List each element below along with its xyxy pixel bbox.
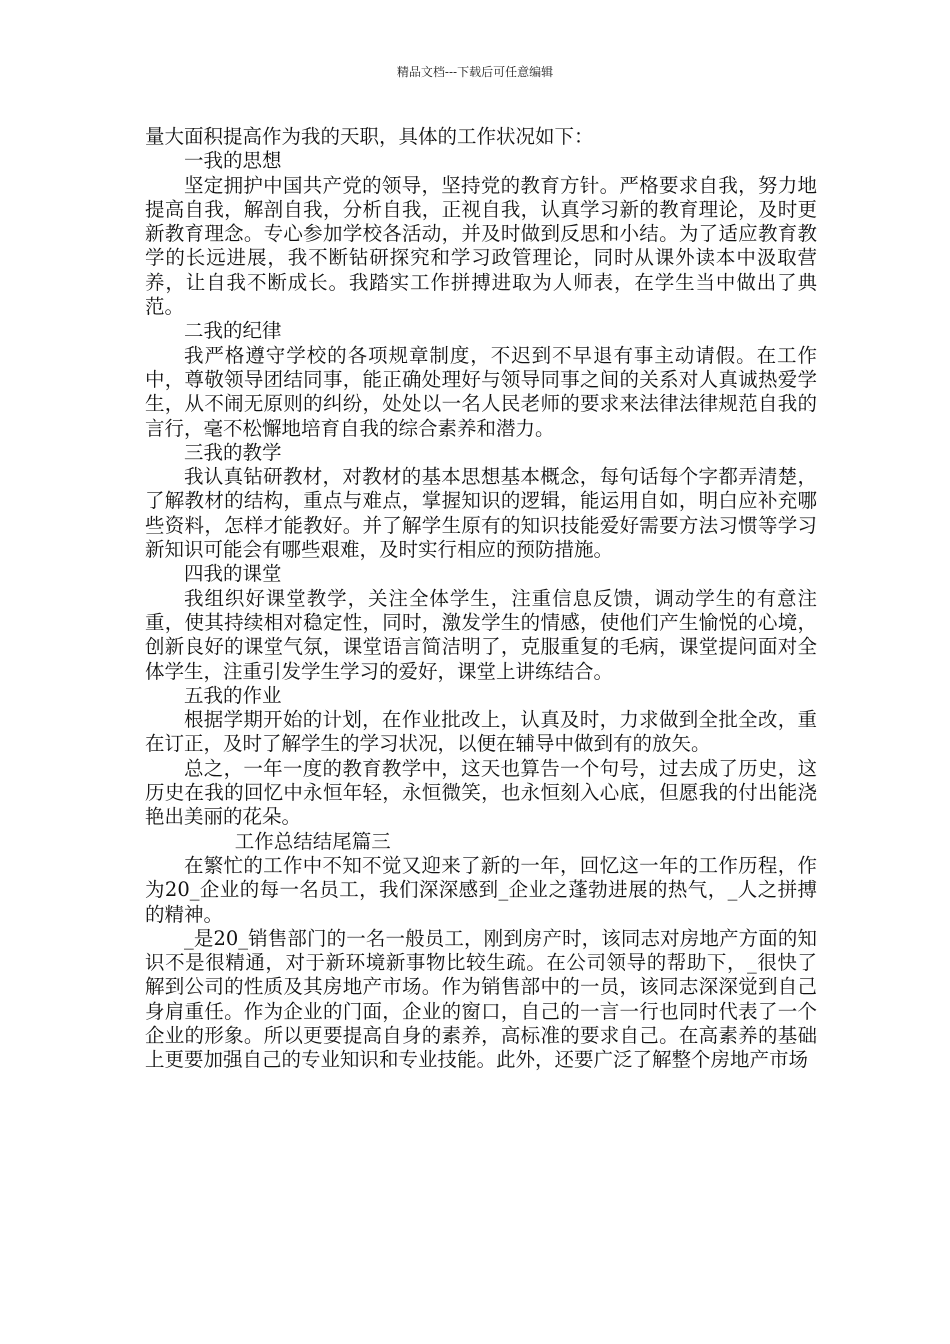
section-heading-homework: 五我的作业 <box>184 683 282 707</box>
part-three-paragraph-1: 在繁忙的工作中不知不觉又迎来了新的一年，回忆这一年的工作历程，作为20_企业的每一名员工，我们深深感到_企业之蓬勃进展的热气，_人之拼搏的精神。 <box>145 853 817 926</box>
intro-paragraph: 量大面积提高作为我的天职，具体的工作状况如下： <box>145 125 594 148</box>
section-heading-teaching: 三我的教学 <box>184 440 282 464</box>
page-header: 精品文档---下载后可任意编辑 <box>396 65 554 79</box>
section-body-teaching: 我认真钻研教材，对教材的基本思想基本概念，每句话每个字都弄清楚，了解教材的结构，重点与难点，掌握知识的逻辑，能运用自如，明白应补充哪些资料，怎样才能教好。并了解学生原有的知识技能爱好需要方法习惯等学习新知识可能会有哪些艰难，及时实行相应的预防措施。 <box>145 465 817 562</box>
conclusion-paragraph: 总之，一年一度的教育教学中，这天也算告一个句号，过去成了历史，这历史在我的回忆中永恒年轻，永恒微笑，也永恒刻入心底，但愿我的付出能浇艳出美丽的花朵。 <box>145 756 817 829</box>
section-heading-thought: 一我的思想 <box>184 149 282 173</box>
part-three-title: 工作总结结尾篇三 <box>234 829 391 853</box>
section-body-discipline: 我严格遵守学校的各项规章制度，不迟到不早退有事主动请假。在工作中，尊敬领导团结同事，能正确处理好与领导同事之间的关系对人真诚热爱学生，从不闹无原则的纠纷，处处以一名人民老师的要求来法律法律规范自我的言行，毫不松懈地培育自我的综合素养和潜力。 <box>145 343 817 440</box>
section-body-homework: 根据学期开始的计划，在作业批改上，认真及时，力求做到全批全改，重在订正，及时了解学生的学习状况，以便在辅导中做到有的放矢。 <box>145 708 817 756</box>
section-body-thought: 坚定拥护中国共产党的领导，坚持党的教育方针。严格要求自我，努力地提高自我，解剖自我，分析自我，正视自我，认真学习新的教育理论，及时更新教育理念。专心参加学校各活动，并及时做到反思和小结。为了适应教育教学的长远进展，我不断钻研探究和学习政管理论，同时从课外读本中汲取营养，让自我不断成长。我踏实工作拼搏进取为人师表，在学生当中做出了典范。 <box>145 173 817 319</box>
document-body <box>145 125 817 1073</box>
section-body-classroom: 我组织好课堂教学，关注全体学生，注重信息反馈，调动学生的有意注重，使其持续相对稳定性，同时，激发学生的情感，使他们产生愉悦的心境，创新良好的课堂气氛，课堂语言简洁明了，克服重复的毛病，课堂提问面对全体学生，注重引发学生学习的爱好，课堂上讲练结合。 <box>145 586 817 683</box>
section-heading-discipline: 二我的纪律 <box>184 319 282 343</box>
section-heading-classroom: 四我的课堂 <box>184 562 282 586</box>
part-three-paragraph-2: _是20_销售部门的一名一般员工，刚到房产时，该同志对房地产方面的知识不是很精通，对于新环境新事物比较生疏。在公司领导的帮助下，_很快了解到公司的性质及其房地产市场。作为销售部中的一员，该同志深深觉到自己身肩重任。作为企业的门面，企业的窗口，自己的一言一行也同时代表了一个企业的形象。所以更要提高自身的素养，高标准的要求自己。在高素养的基础上更要加强自己的专业知识和专业技能。此外，还要广泛了解整个房地产市场 <box>145 926 817 1072</box>
